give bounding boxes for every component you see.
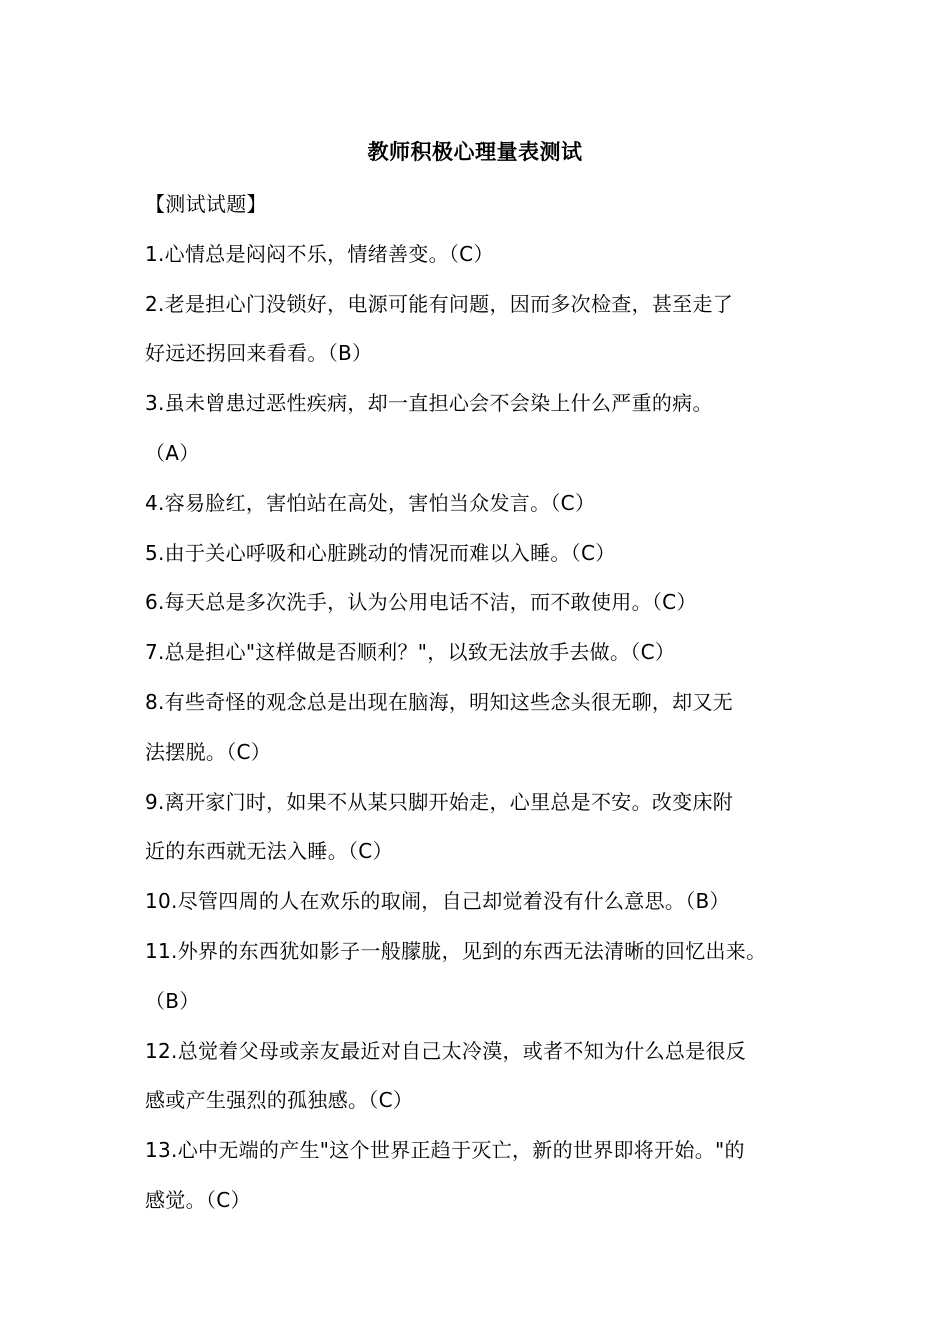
question-9-continued: 近的东西就无法入睡。（C）	[145, 839, 393, 864]
question-12-continued: 感或产生强烈的孤独感。（C）	[145, 1088, 414, 1113]
question-4: 4.容易脸红，害怕站在高处，害怕当众发言。（C）	[145, 490, 596, 515]
question-13: 13.心中无端的产生"这个世界正趋于灭亡，新的世界即将开始。"的	[145, 1138, 745, 1163]
question-8-continued: 法摆脱。（C）	[145, 739, 272, 764]
question-11: 11.外界的东西犹如影子一般朦胧，见到的东西无法清晰的回忆出来。	[145, 938, 767, 963]
question-5: 5.由于关心呼吸和心脏跳动的情况而难以入睡。（C）	[145, 540, 616, 565]
question-3: 3.虽未曾患过恶性疾病，却一直担心会不会染上什么严重的病。	[145, 391, 713, 416]
question-6: 6.每天总是多次洗手，认为公用电话不洁，而不敢使用。（C）	[145, 590, 697, 615]
question-2-continued: 好远还拐回来看看。（B）	[145, 341, 373, 366]
question-13-continued: 感觉。（C）	[145, 1187, 251, 1212]
document-body	[145, 180, 813, 1226]
question-2: 2.老是担心门没锁好，电源可能有问题，因而多次检查，甚至走了	[145, 291, 734, 316]
document-title: 教师积极心理量表测试	[367, 140, 583, 164]
question-3-answer: （A）	[145, 440, 200, 465]
question-10: 10.尽管四周的人在欢乐的取闹，自己却觉着没有什么意思。（B）	[145, 889, 730, 914]
question-12: 12.总觉着父母或亲友最近对自己太冷漠，或者不知为什么总是很反	[145, 1038, 747, 1063]
question-11-answer: （B）	[145, 988, 200, 1013]
question-7: 7.总是担心"这样做是否顺利？"，以致无法放手去做。（C）	[145, 640, 676, 665]
question-8: 8.有些奇怪的观念总是出现在脑海，明知这些念头很无聊，却又无	[145, 689, 734, 714]
question-1: 1.心情总是闷闷不乐，情绪善变。（C）	[145, 241, 494, 266]
section-label: 【测试试题】	[145, 192, 267, 216]
question-9: 9.离开家门时，如果不从某只脚开始走，心里总是不安。改变床附	[145, 789, 734, 814]
